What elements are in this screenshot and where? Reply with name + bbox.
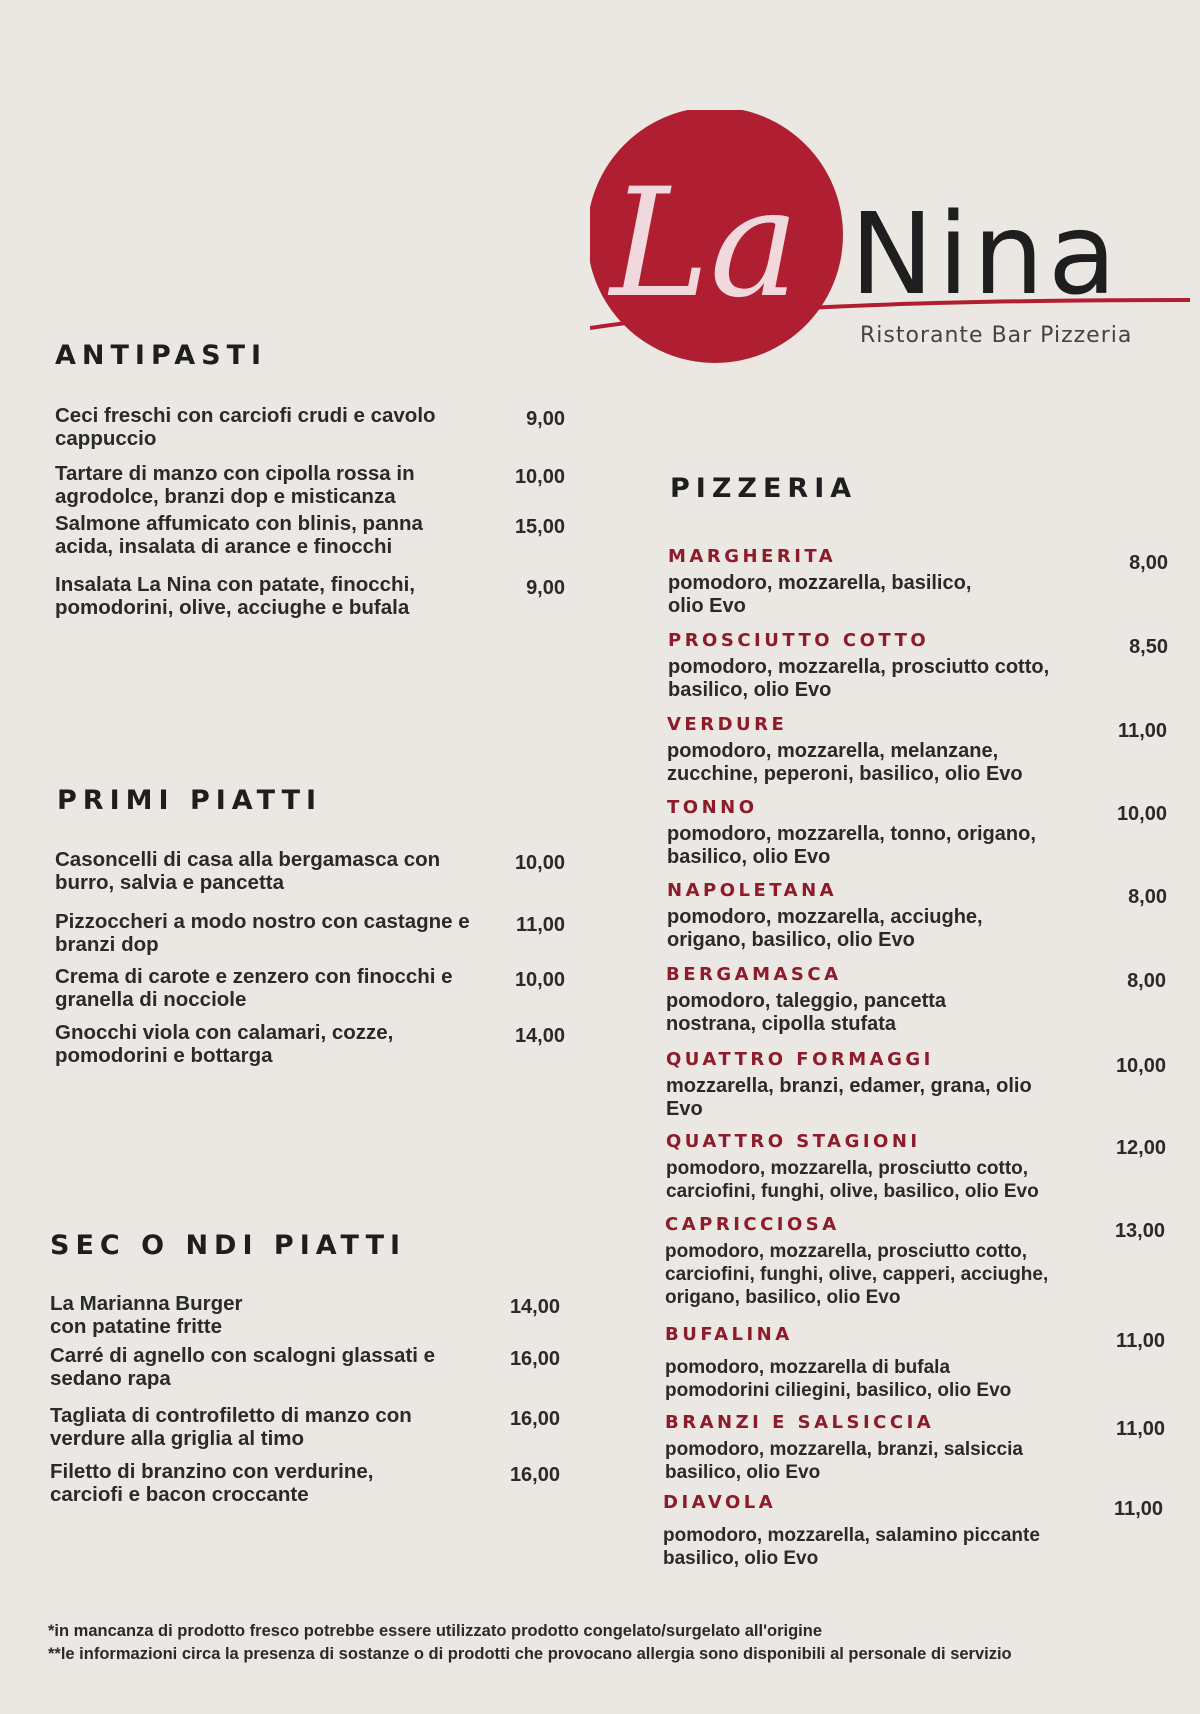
pizza-name: BUFALINA [665, 1324, 793, 1345]
dish-price: 10,00 [514, 852, 565, 874]
pizza-price: 10,00 [1116, 803, 1167, 825]
dish-description: Ceci freschi con carciofi crudi e cavolo cappuccio [55, 404, 436, 450]
secondi-item [50, 1344, 560, 1390]
pizza-price: 11,00 [1114, 1498, 1163, 1520]
pizza-name: QUATTRO STAGIONI [666, 1131, 921, 1152]
dish-description: Insalata La Nina con patate, finocchi, pomodorini, olive, acciughe e bufala [55, 573, 415, 619]
secondi-item [50, 1404, 560, 1450]
dish-price: 11,00 [516, 914, 565, 936]
pizza-name: BRANZI E SALSICCIA [665, 1412, 935, 1433]
pizza-price: 12,00 [1115, 1137, 1166, 1159]
dish-description: Crema di carote e zenzero con finocchi e granella di nocciole [55, 965, 453, 1011]
pizza-ingredients: pomodoro, mozzarella, basilico, olio Evo [668, 572, 972, 617]
pizza-ingredients: pomodoro, mozzarella, salamino piccante basilico, olio Evo [663, 1525, 1040, 1569]
dish-price: 16,00 [509, 1408, 560, 1430]
pizza-name: DIAVOLA [663, 1492, 777, 1513]
secondi-heading: SEC O NDI PIATTI [50, 1230, 407, 1261]
dish-description: Salmone affumicato con blinis, panna acida, insalata di arance e finocchi [55, 512, 423, 558]
dish-description: Filetto di branzino con verdurine, carciofi e bacon croccante [50, 1460, 374, 1506]
antipasti-item [55, 404, 565, 450]
dish-description: Gnocchi viola con calamari, cozze, pomodorini e bottarga [55, 1021, 394, 1067]
pizza-price: 8,00 [1128, 886, 1167, 908]
pizza-price: 8,50 [1129, 636, 1168, 658]
pizza-ingredients: pomodoro, mozzarella, prosciutto cotto, carciofini, funghi, olive, capperi, acciughe, origano, basilico, olio Evo [665, 1241, 1049, 1308]
pizza-name: PROSCIUTTO COTTO [668, 630, 930, 651]
pizza-ingredients: pomodoro, mozzarella, melanzane, zucchine, peperoni, basilico, olio Evo [667, 740, 1023, 785]
primi-item [55, 848, 565, 894]
pizza-ingredients: pomodoro, mozzarella di bufala pomodorini ciliegini, basilico, olio Evo [665, 1357, 1012, 1401]
dish-price: 9,00 [526, 408, 565, 430]
primi-heading: PRIMI PIATTI [57, 785, 323, 816]
pizza-ingredients: pomodoro, mozzarella, prosciutto cotto, basilico, olio Evo [668, 656, 1050, 701]
dish-description: Carré di agnello con scalogni glassati e sedano rapa [50, 1344, 436, 1390]
pizza-ingredients: pomodoro, mozzarella, tonno, origano, basilico, olio Evo [667, 823, 1036, 868]
primi-item [55, 965, 565, 1011]
pizza-price: 11,00 [1118, 720, 1167, 742]
footnote-frozen: *in mancanza di prodotto fresco potrebbe essere utilizzato prodotto congelato/surgelato all'origine [48, 1622, 823, 1640]
pizza-ingredients: mozzarella, branzi, edamer, grana, olio Evo [666, 1075, 1032, 1120]
pizza-name: NAPOLETANA [667, 880, 838, 901]
pizza-ingredients: pomodoro, taleggio, pancetta nostrana, cipolla stufata [666, 990, 947, 1035]
footnote-allergens: **le informazioni circa la presenza di sostanze o di prodotti che provocano allergia sono disponibili al personale di servizio [48, 1645, 1012, 1663]
pizza-item [668, 630, 1168, 702]
dish-price: 14,00 [514, 1025, 565, 1047]
pizza-item [667, 880, 1167, 952]
dish-description: Pizzoccheri a modo nostro con castagne e branzi dop [55, 910, 470, 956]
pizza-price: 8,00 [1127, 970, 1166, 992]
antipasti-item [55, 462, 565, 508]
antipasti-item [55, 573, 565, 619]
dish-description: Tartare di manzo con cipolla rossa in agrodolce, branzi dop e misticanza [55, 462, 415, 508]
primi-item [55, 910, 565, 956]
dish-price: 16,00 [509, 1348, 560, 1370]
pizza-item [666, 1049, 1166, 1121]
dish-price: 10,00 [514, 466, 565, 488]
pizza-ingredients: pomodoro, mozzarella, acciughe, origano, basilico, olio Evo [667, 906, 983, 951]
dish-description: Tagliata di controfiletto di manzo con verdure alla griglia al timo [50, 1404, 412, 1450]
antipasti-heading: ANTIPASTI [55, 340, 268, 371]
pizza-name: BERGAMASCA [666, 964, 842, 985]
pizza-name: CAPRICCIOSA [665, 1214, 840, 1235]
pizza-item [667, 714, 1167, 786]
pizzeria-heading: PIZZERIA [670, 473, 858, 504]
dish-price: 14,00 [509, 1296, 560, 1318]
logo-name-text: Nina [850, 190, 1121, 320]
restaurant-logo [590, 110, 1190, 380]
pizza-price: 11,00 [1116, 1330, 1165, 1352]
pizza-item [665, 1412, 1165, 1484]
antipasti-item [55, 512, 565, 558]
pizza-item [666, 964, 1166, 1036]
secondi-item [50, 1292, 560, 1338]
dish-description: Casoncelli di casa alla bergamasca con burro, salvia e pancetta [55, 848, 441, 894]
logo-graphic [590, 110, 1190, 380]
primi-item [55, 1021, 565, 1067]
pizza-price: 11,00 [1116, 1418, 1165, 1440]
pizza-name: VERDURE [667, 714, 788, 735]
dish-price: 10,00 [514, 969, 565, 991]
secondi-item [50, 1460, 560, 1506]
dish-price: 16,00 [509, 1464, 560, 1486]
pizza-name: QUATTRO FORMAGGI [666, 1049, 934, 1070]
pizza-price: 8,00 [1129, 552, 1168, 574]
pizza-ingredients: pomodoro, mozzarella, prosciutto cotto, carciofini, funghi, olive, basilico, olio Evo [666, 1158, 1039, 1202]
pizza-price: 10,00 [1115, 1055, 1166, 1077]
pizza-item [667, 797, 1167, 869]
dish-description: La Marianna Burger con patatine fritte [50, 1292, 243, 1338]
logo-tagline: Ristorante Bar Pizzeria [860, 323, 1133, 348]
footnotes [48, 1620, 1168, 1666]
pizza-item [665, 1324, 1165, 1402]
pizza-item [663, 1492, 1163, 1570]
pizza-item [666, 1131, 1166, 1203]
pizza-name: MARGHERITA [668, 546, 837, 567]
dish-price: 9,00 [526, 577, 565, 599]
pizza-item [668, 546, 1168, 618]
pizza-price: 13,00 [1114, 1220, 1165, 1242]
logo-script-text: La [610, 157, 800, 331]
dish-price: 15,00 [514, 516, 565, 538]
pizza-ingredients: pomodoro, mozzarella, branzi, salsiccia basilico, olio Evo [665, 1439, 1023, 1483]
pizza-name: TONNO [667, 797, 758, 818]
pizza-item [665, 1214, 1165, 1309]
